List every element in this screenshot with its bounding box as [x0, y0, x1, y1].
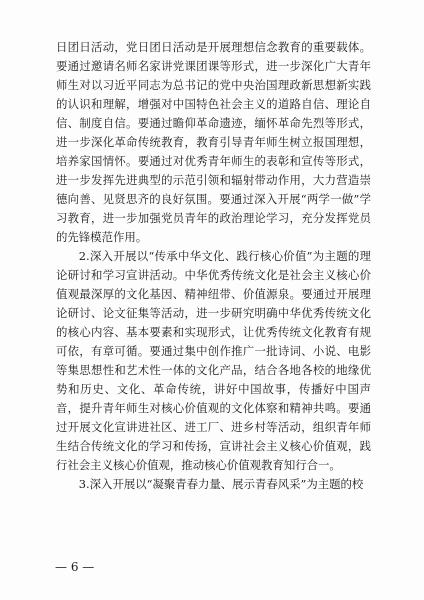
paragraph-3: 3.深入开展以“凝聚青春力量、展示青春风采”为主题的校: [78, 477, 364, 491]
paragraph-2: 2.深入开展以“传承中华文化、践行核心价值”为主题的理论研讨和学习宣讲活动。中华优秀传统文化是社会主义核心价值观最深厚的文化基因、精神纽带、价值源泉。要通过开展理论研讨、论文征集等活动，进一步研究明确中华优秀传统文化的核心内容、基本要素和实现形式，让优秀传统文化教育有规可依，有章可循。要通过集中创作推广一批诗词、小说、电影等集思想性和艺术性一体的文化产品，结合各地各校的地缘优势和历史、文化、革命传统，讲好中国故事，传播好中国声音，提升青年师生对核心价值观的文化体察和精神共鸣。要通过开展文化宣讲进社区、进工厂、进乡村等活动，组织青年师生结合传统文化的学习和传扬，宣讲社会主义核心价值观，践行社会主义核心价值观，推动核心价值观教育知行合一。: [56, 249, 371, 472]
page-number: — 6 —: [55, 560, 95, 574]
document-body: [56, 38, 371, 494]
paragraph-1: 日团日活动，党日团日活动是开展理想信念教育的重要载体。要通过邀请名师名家讲党课团课等形式，进一步深化广大青年师生对以习近平同志为总书记的党中央治国理政新思想新实践的认识和理解，增强对中国特色社会主义的道路自信、理论自信、制度自信。要通过瞻仰革命遗迹，缅怀革命先烈等形式，进一步深化革命传统教育，教育引导青年师生树立报国理想，培养家国情怀。要通过对优秀青年师生的表彰和宣传等形式，进一步发挥先进典型的示范引领和辐射带动作用，大力营造崇德向善、见贤思齐的良好氛围。要通过深入开展“两学一做”学习教育，进一步加强党员青年的政治理论学习，充分发挥党员的先锋模范作用。: [56, 40, 371, 244]
